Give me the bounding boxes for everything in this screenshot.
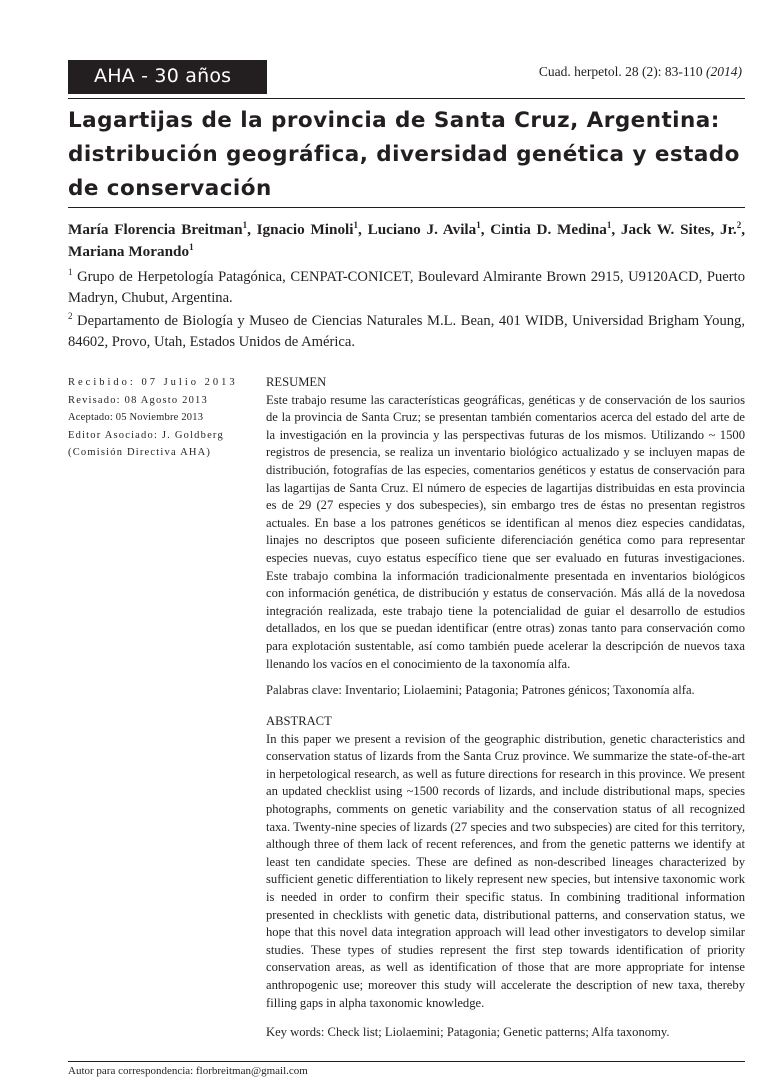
resumen-section <box>266 374 745 673</box>
author-name: Luciano J. Avila <box>367 221 477 238</box>
author-affiliation-mark: 1 <box>353 219 359 230</box>
footer-rule <box>68 1061 745 1062</box>
resumen-heading: RESUMEN <box>266 375 327 389</box>
abstract-keywords: Key words: Check list; Liolaemini; Patagonia; Genetic patterns; Alfa taxonomy. <box>266 1025 670 1039</box>
author-name: Jack W. Sites, Jr. <box>620 221 737 238</box>
abstract-section <box>266 713 745 1012</box>
author-name: Cintia D. Medina <box>490 221 607 238</box>
abstract-body: In this paper we present a revision of the geographic distribution, genetic characteristics and conservation status of lizards from the Santa Cruz province. We summarize the state-of-the-art in herpetological research, as well as future directions for research in this province. We present an updated checklist using ~1500 records of lizards, and include distributional maps, species photographs, comments on genetic variability and the conservation status of all recognized taxa. Twenty-nine species of lizards (27 species and two subspecies) are cited for this territory, although three of them lack of recent references, and from the genetic patterns we identify at least ten candidate species. These are defined as non-described lineages characterized by sufficient genetic differentiation to likely represent new species, but intensive taxonomic work is needed in order to confirm their specific status. In combining traditional information presented in checklists with genetic data, distributional patterns, and conservation status, we hope that this novel data integration approach will lead other investigators to develop similar studies. These types of studies represent the first step towards identification of priority conservation areas, as well as identification of those that are more appropriate for intense anthropogenic use; moreover this study will accelerate the description of new taxa, thereby filling gaps in alpha taxonomic knowledge. <box>266 731 745 1010</box>
editor-committee: (Comisión Directiva AHA) <box>68 447 212 458</box>
citation-text: Cuad. herpetol. 28 (2): 83-110 <box>538 64 703 79</box>
revised-date: Revisado: 08 Agosto 2013 <box>68 394 208 406</box>
author-name: Ignacio Minoli <box>256 221 354 238</box>
affiliation-1 <box>68 267 745 309</box>
affiliation-mark: 1 <box>68 267 73 278</box>
author-affiliation-mark: 1 <box>189 241 194 252</box>
affiliation-2 <box>68 311 745 353</box>
affiliation-mark: 2 <box>68 311 73 322</box>
title-rule <box>68 207 745 208</box>
affiliation-text: Grupo de Herpetología Patagónica, CENPAT-CONICET, Boulevard Almirante Brown 2915, U9120ACD, Puerto Madryn, Chubut, Argentina. <box>68 269 745 306</box>
journal-citation <box>539 64 742 80</box>
article-history <box>68 374 248 462</box>
abstract-heading: ABSTRACT <box>266 714 332 728</box>
affiliation-text: Departamento de Biología y Museo de Ciencias Naturales M.L. Bean, 401 WIDB, Universidad Brigham Young, 84602, Provo, Utah, Estados Unidos de América. <box>68 313 745 350</box>
citation-year: (2014) <box>706 64 742 79</box>
header-rule <box>68 98 745 99</box>
author-list: María Florencia Breitman$^1$, Ignacio Minoli$^1$, Luciano J. Avila$^1$, Cintia D. Medina$^1$, Jack W. Sites, Jr.$^2$, Mariana Morando$^1$ <box>68 219 746 260</box>
author-affiliation-mark: 1 <box>476 219 481 230</box>
accepted-date: Aceptado: 05 Noviembre 2013 <box>68 412 204 423</box>
received-date: Recibido: 07 Julio 2013 <box>68 377 238 388</box>
associate-editor: Editor Asociado: J. Goldberg <box>68 429 224 441</box>
resumen-body: Este trabajo resume las características geográficas, genéticas y de conservación de los saurios de la provincia de Santa Cruz; se presentan también comentarios acerca del estado del arte de la investigación en la provincia y las perspectivas futuras de los mismos. Utilizando ~ 1500 registros de presencia, se realiza un inventario biológico actualizado y se incluyen mapas de distribución, fotografías de las especies, comentarios genéticos y estatus de conservación para las lagartijas de Santa Cruz. El número de especies de lagartijas distribuidas en esta provincia es de 29 (27 especies y dos subespecies), sin embargo tres de éstas no presentan registros actuales. En base a los patrones genéticos se identifican al menos diez especies candidatas, linajes no descriptos que poseen suficiente diferenciación genética como para representar especies nuevas, cuyo estatus específico tiene que ser evaluado en futuras investigaciones. Este trabajo combina la información tradicionalmente presentada en inventarios biológicos con información genética, de distribución y estatus de conservación. Más allá de la novedosa integración realizada, este trabajo tiene la potencialidad de guiar el desarrollo de estudios detallados, en los que se puedan identificar (entre otras) zonas tanto para conservación como para explotación sustentable, así como también puede acelerar la descripción de nuevos taxa llenando los vacíos en el conocimiento de la taxonomía alfa. <box>266 392 745 671</box>
resumen-keywords: Palabras clave: Inventario; Liolaemini; Patagonia; Patrones génicos; Taxonomía alfa. <box>266 683 695 697</box>
author-affiliation-mark: 1 <box>606 219 612 230</box>
author-name: Mariana Morando <box>68 243 190 260</box>
article-title: Lagartijas de la provincia de Santa Cruz, Argentina: distribución geográfica, diversidad genética y estado de conservación <box>68 108 740 201</box>
author-affiliation-mark: 1 <box>242 219 248 230</box>
correspondence-note: Autor para correspondencia: florbreitman@gmail.com <box>68 1065 308 1077</box>
journal-badge: AHA - 30 años <box>68 60 267 94</box>
author-affiliation-mark: 2 <box>736 219 742 230</box>
author-name: María Florencia Breitman <box>68 221 243 238</box>
